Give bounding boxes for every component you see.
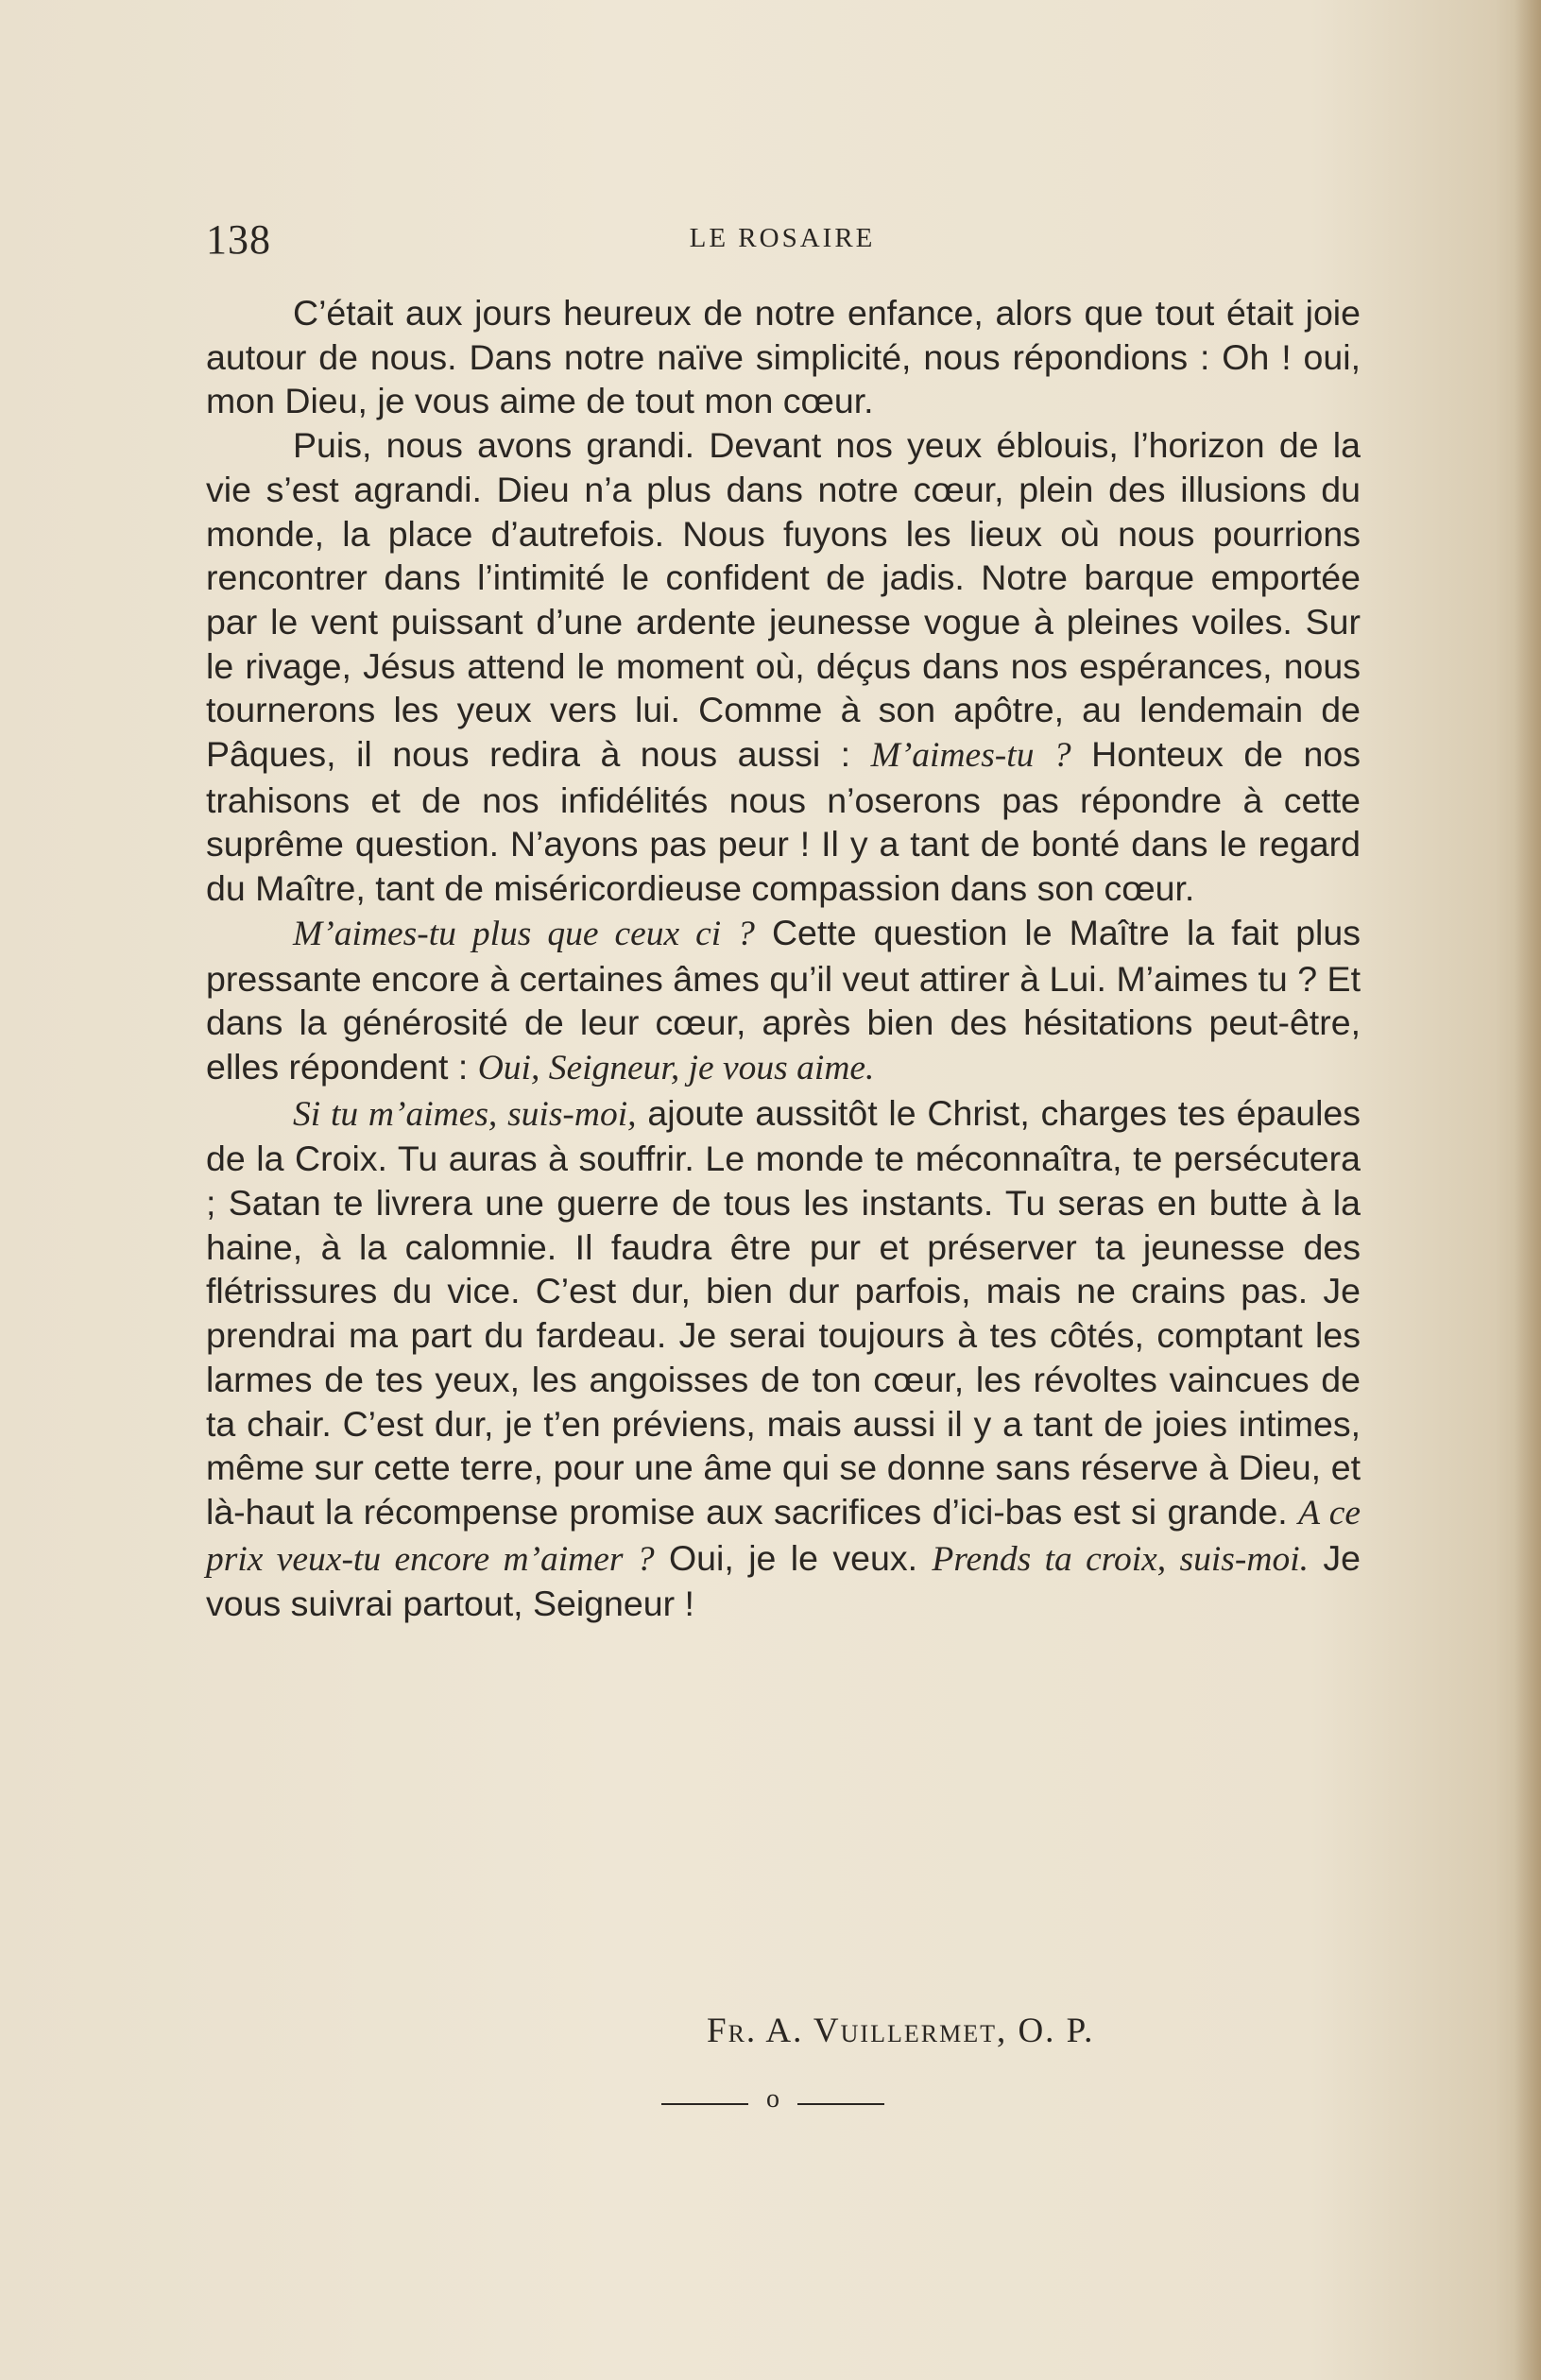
paragraph-4-italic-opening: Si tu m’aimes, suis-moi,: [293, 1094, 637, 1134]
paragraph-2: [206, 423, 1361, 911]
paragraph-4-italic-question: A ce prix veux-tu encore m’aimer ?: [206, 1493, 1361, 1579]
paragraph-4-text: ajoute aussitôt le Christ, charges tes épaules de la Croix. Tu auras à souffrir. Le monde te méconnaîtra, te persécutera ; Satan te livrera une guerre de tous les instants. Tu seras en butte à la haine, à la calomnie. Il faudra être pur et préserver ta jeunesse des flétrissures du vice. C’est dur, bien dur parfois, mais ne crains pas. Je prendrai ma part du fardeau. Je serai toujours à tes côtés, comptant les larmes de tes yeux, les angoisses de ton cœur, les révoltes vaincues de ta chair. C’est dur, je t’en préviens, mais aussi il y a tant de joies intimes, même sur cette terre, pour une âme qui se donne sans réserve à Dieu, et là-haut la récompense promise aux sacrifices d’ici-bas est si grande.: [206, 1092, 1361, 1532]
ornament-glyph: o: [766, 2084, 779, 2114]
body-text: [206, 291, 1361, 1626]
paragraph-3-text: Cette question le Maître la fait plus pressante encore à certaines âmes qu’il veut attirer à Lui. M’aimes tu ? Et dans la générosité de leur cœur, après bien des hésitations peut-être, elles répondent :: [206, 912, 1361, 1087]
paragraph-3: [206, 911, 1361, 1091]
running-head: LE ROSAIRE: [689, 223, 876, 253]
paragraph-3-italic-reply: Oui, Seigneur, je vous aime.: [477, 1048, 875, 1087]
page-edge-shadow: [1515, 0, 1541, 2380]
paragraph-4-italic-command: Prends ta croix, suis-moi.: [932, 1539, 1309, 1579]
paragraph-1: C’était aux jours heureux de notre enfance, alors que tout était joie autour de nous. Dans notre naïve simplicité, nous répondions : Oh ! oui, mon Dieu, je vous aime de tout mon cœur.: [206, 293, 1361, 421]
paragraph-2-text: Puis, nous avons grandi. Devant nos yeux éblouis, l’horizon de la vie s’est agrandi. Dieu n’a plus dans notre cœur, plein des illusions du monde, la place d’autrefois. Nous fuyons les lieux où nous pourrions rencontrer dans l’intimité le confident de jadis. Notre barque emportée par le vent puissant d’une ardente jeunesse vogue à pleines voiles. Sur le rivage, Jésus attend le moment où, déçus dans nos espérances, nous tournerons les yeux vers lui. Comme à son apôtre, au lendemain de Pâques, il nous redira à nous aussi :: [206, 425, 1361, 775]
author-signature: Fr. A. Vuillermet, O. P.: [707, 2012, 1095, 2050]
paragraph-3-italic-opening: M’aimes-tu plus que ceux ci ?: [293, 914, 755, 953]
ornament-rule-right: [797, 2103, 884, 2105]
paragraph-2-end: Honteux de nos trahisons et de nos infidélités nous n’oserons pas répondre à cette suprême question. N’ayons pas peur ! Il y a tant de bonté dans le regard du Maître, tant de miséricordieuse compassion dans son cœur.: [206, 734, 1361, 909]
page-number: 138: [206, 216, 271, 263]
page-header: [206, 215, 1359, 272]
paragraph-2-italic: M’aimes-tu ?: [870, 736, 1071, 776]
paragraph-4-end: Je vous suivrai partout, Seigneur !: [206, 1537, 1361, 1624]
paragraph-4: [206, 1091, 1361, 1626]
paragraph-4-answer: Oui, je le veux.: [669, 1537, 917, 1578]
section-ornament: [661, 2084, 884, 2122]
